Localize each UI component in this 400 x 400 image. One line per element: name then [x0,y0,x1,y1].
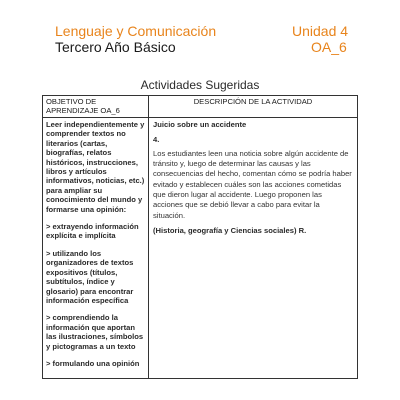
oa-label: OA_6 [311,39,347,55]
activity-header: DESCRIPCIÓN DE LA ACTIVIDAD [149,96,358,118]
objective-header: OBJETIVO DE APRENDIZAJE OA_6 [43,96,149,118]
objective-intro: Leer independientemente y comprender textos no literarios (cartas, biografías, relatos históricos, instrucciones, libros y artículos informativos, noticias, etc.) para ampliar su conocimiento del mundo y formarse una opinión: [46,120,145,214]
objective-bullet: > utilizando los organizadores de textos expositivos (títulos, subtítulos, índice y glosario) para encontrar información específica [46,248,134,305]
activities-table [42,95,358,379]
activity-reference: (Historia, geografía y Ciencias sociales) R. [153,225,307,235]
objective-cell [43,118,149,379]
objective-bullet: > formulando una opinión [46,358,140,368]
subject-title: Lenguaje y Comunicación [55,23,217,39]
activity-description: Los estudiantes leen una noticia sobre algún accidente de tránsito y, luego de determinar las causas y las consecuencias del hecho, comentan cómo se podría haber evitado y establecen cuáles son las acciones cometidas que dieron lugar al accidente. Luego proponen las acciones que se debió llevar a cabo para evitar la situación. [153,148,352,220]
objective-bullet: > extrayendo información explícita e implícita [46,222,139,241]
objective-bullet: > comprendiendo la información que aportan las ilustraciones, símbolos y pictogramas a un texto [46,313,144,351]
table-header-row [43,96,358,118]
unit-label: Unidad 4 [292,23,349,39]
activity-title: Juicio sobre un accidente [153,120,247,129]
activity-cell [149,118,358,379]
table-row [43,118,358,379]
section-title: Actividades Sugeridas [140,78,260,92]
grade-title: Tercero Año Básico [55,39,176,55]
activity-number: 4. [153,135,160,145]
